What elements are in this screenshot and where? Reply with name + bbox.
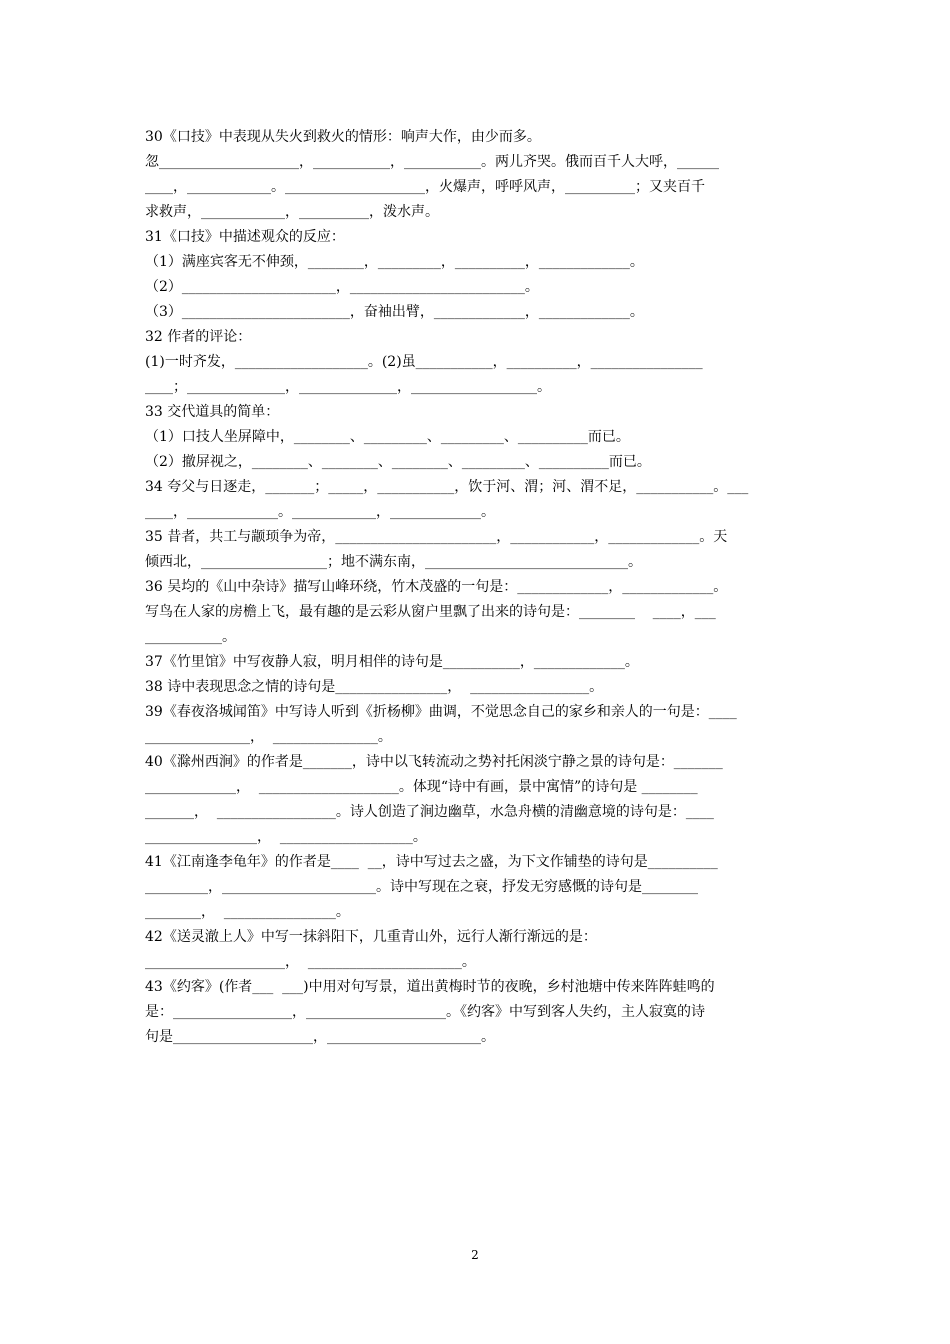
text-line: 30《口技》中表现从失火到救火的情形：响声大作，由少而多。 [145, 129, 541, 145]
text-line: 37《竹里馆》中写夜静人寂，明月相伴的诗句是___________，_____________。 [145, 654, 639, 670]
text-line: 32 作者的评论： [145, 329, 252, 345]
text-line: _____________， ____________________。体现“诗中有画，景中寓情”的诗句是 ________ [145, 779, 698, 795]
text-line: 33 交代道具的简单： [145, 404, 280, 420]
text-line: 38 诗中表现思念之情的诗句是________________， _________________。 [145, 679, 604, 695]
text-line: ____；______________，______________，__________________。 [145, 379, 551, 395]
text-line: （1）口技人坐屏障中，________、_________、_________、__________而已。 [145, 429, 630, 445]
text-line: 倾西北，__________________；地不满东南，_____________________________。 [145, 554, 642, 570]
text-line: (1)一时齐发，___________________。(2)虽___________，__________，________________ [145, 354, 703, 370]
text-line: （2）撤屏视之，________、________、________、_________、__________而已。 [145, 454, 651, 470]
text-line: ________， ________________。 [145, 904, 350, 920]
question-list [145, 125, 810, 1050]
text-line: 34 夸父与日逐走，_______；_____，___________，饮于河、渭；河、渭不足，___________。___ [145, 479, 749, 495]
text-line: 写鸟在人家的房檐上飞，最有趣的是云彩从窗户里飘了出来的诗句是：________ ____，___ [145, 604, 716, 620]
text-line: ____________________， ______________________。 [145, 954, 476, 970]
text-line: 36 吴均的《山中杂诗》描写山峰环绕，竹木茂盛的一句是：_____________，_____________。 [145, 579, 728, 595]
text-line: ____，____________。____________________，火爆声，呼呼风声，__________；又夹百千 [145, 179, 705, 195]
text-line: 41《江南逢李龟年》的作者是____ __，诗中写过去之盛，为下文作铺垫的诗句是__________ [145, 854, 718, 870]
text-line: ________________， ___________________。 [145, 829, 427, 845]
text-line: 求救声，____________，__________，泼水声。 [145, 204, 439, 220]
text-line: 40《滁州西涧》的作者是_______，诗中以飞转流动之势衬托闲淡宁静之景的诗句是：_______ [145, 754, 723, 770]
text-line: 35 昔者，共工与颛顼争为帝，_______________________，____________，_____________。天 [145, 529, 728, 545]
text-line: 句是____________________，______________________。 [145, 1029, 495, 1045]
text-line: _________，______________________。诗中写现在之衰，抒发无穷感慨的诗句是________ [145, 879, 698, 895]
text-line: （1）满座宾客无不伸颈，________，_________，__________，_____________。 [145, 254, 644, 270]
text-line: 39《春夜洛城闻笛》中写诗人听到《折杨柳》曲调，不觉思念自己的家乡和亲人的一句是：____ [145, 704, 737, 720]
text-line: 43《约客》(作者___ ___)中用对句写景，道出黄梅时节的夜晚，乡村池塘中传来阵阵蛙鸣的 [145, 979, 715, 995]
text-line: _______________， _______________。 [145, 729, 392, 745]
text-line: （2）______________________，_________________________。 [145, 279, 539, 295]
text-line: 是：_________________，____________________。《约客》中写到客人失约，主人寂寞的诗 [145, 1004, 705, 1020]
text-line: _______， _________________。诗人创造了涧边幽草，水急舟横的清幽意境的诗句是：____ [145, 804, 714, 820]
text-line: ____，_____________。____________，_____________。 [145, 504, 495, 520]
text-line: ___________。 [145, 629, 236, 645]
text-line: （3）________________________，奋袖出臂，_____________，_____________。 [145, 304, 644, 320]
text-line: 42《送灵澈上人》中写一抹斜阳下，几重青山外，远行人渐行渐远的是： [145, 929, 597, 945]
text-line: 31《口技》中描述观众的反应： [145, 229, 345, 245]
text-line: 忽____________________，___________，___________。两儿齐哭。俄而百千人大呼，______ [145, 154, 719, 170]
page-number: 2 [471, 1248, 479, 1262]
